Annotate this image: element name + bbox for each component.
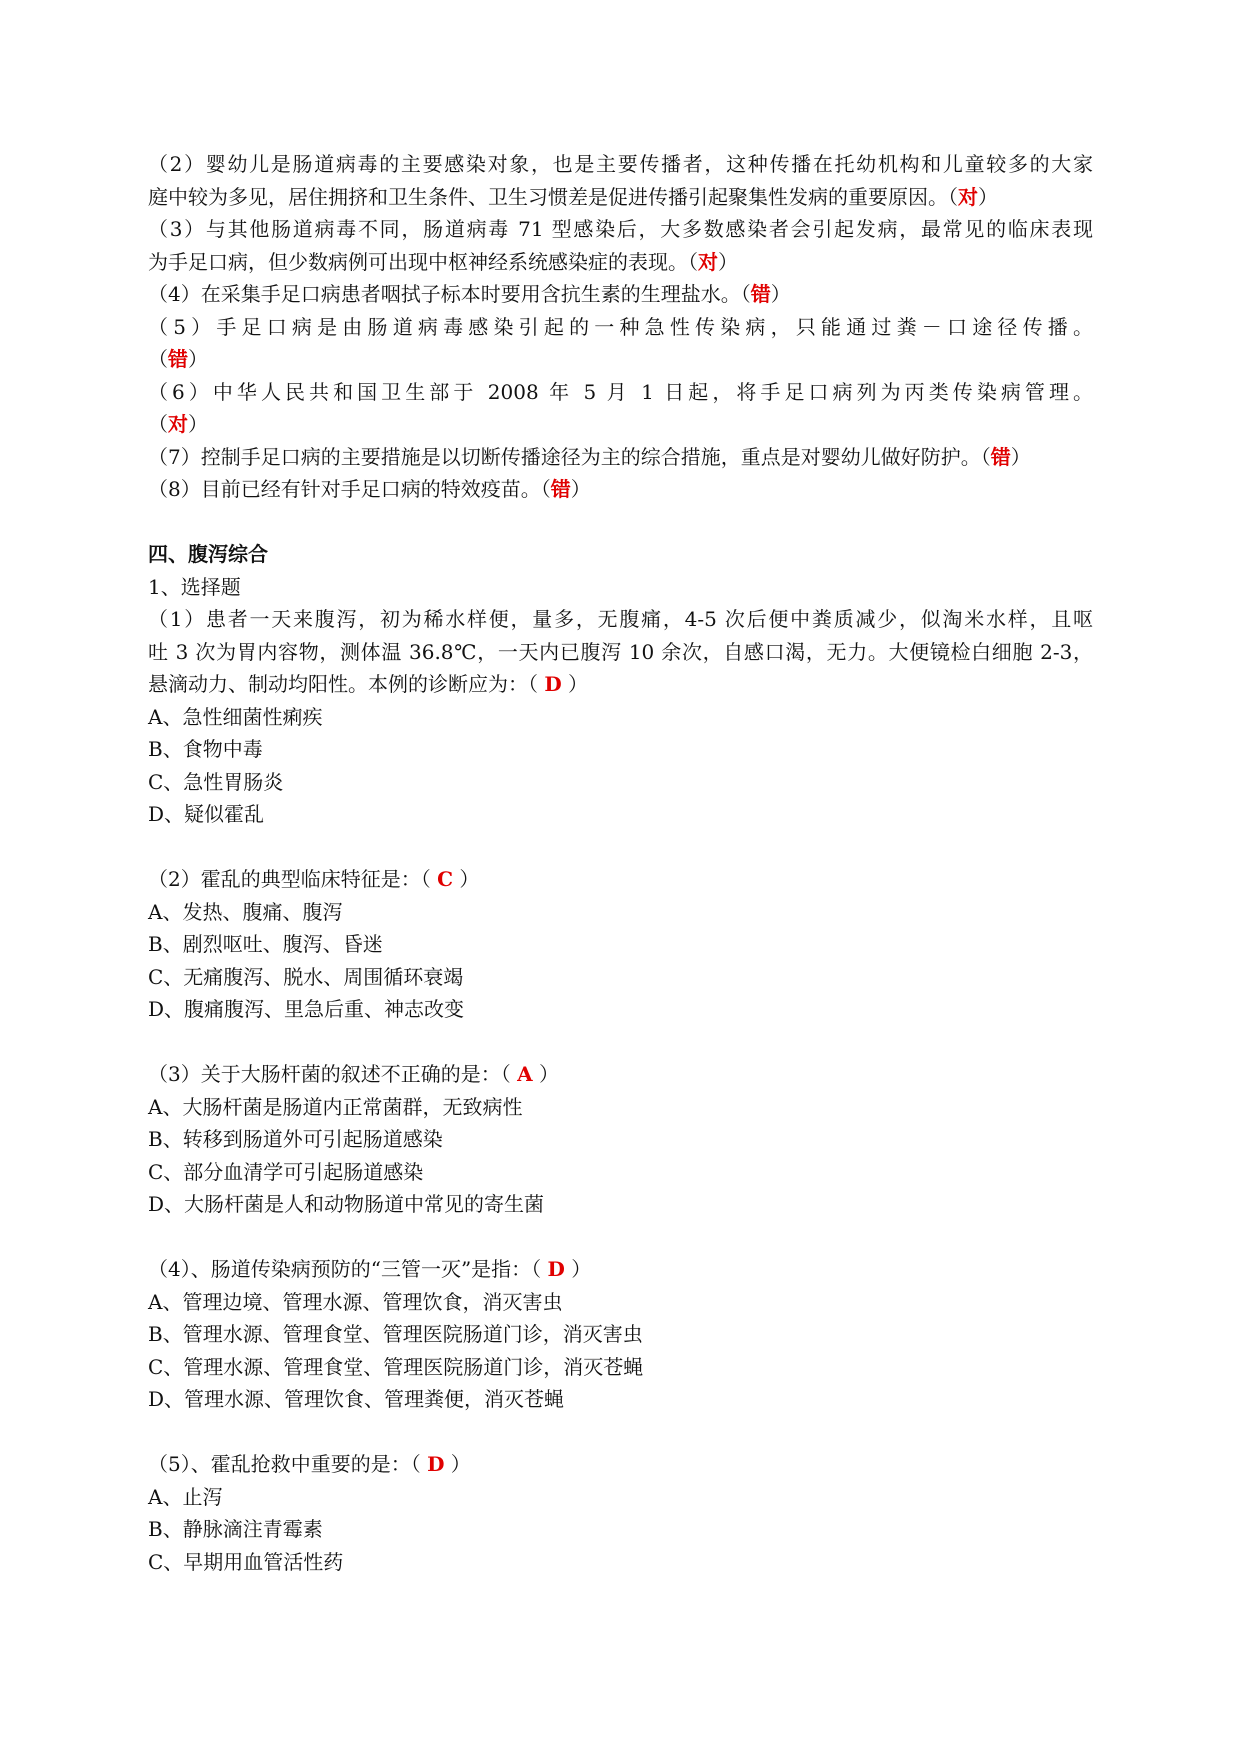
question-text: （8）目前已经有针对手足口病的特效疫苗。（: [148, 477, 551, 501]
question-text: （: [148, 412, 168, 436]
tf-question-4: [148, 278, 1093, 311]
option-c: C、无痛腹泻、脱水、周围循环衰竭: [148, 964, 464, 989]
option-b: B、剧烈呕吐、腹泻、昏迷: [148, 932, 383, 956]
page-content: [148, 148, 1093, 1578]
bracket-close: ）: [570, 477, 591, 501]
bracket-close: ）: [718, 249, 738, 274]
question-text: （3）关于大肠杆菌的叙述不正确的是：（: [148, 1062, 518, 1086]
answer-mark: 错: [550, 477, 571, 501]
question-stem: [148, 863, 1093, 896]
option-c: C、部分血清学可引起肠道感染: [148, 1159, 424, 1184]
mc-question-3: [148, 1058, 1093, 1221]
answer-mark: D: [427, 1452, 445, 1476]
question-text-line: [148, 408, 1093, 441]
question-text-line: [148, 246, 1093, 279]
question-text: （2）霍乱的典型临床特征是：（: [148, 867, 438, 891]
question-text: （: [148, 347, 168, 371]
question-stem: [148, 1448, 1093, 1481]
tf-question-2: [148, 148, 1093, 213]
answer-mark: 错: [168, 347, 188, 371]
option-b: B、静脉滴注青霉素: [148, 1517, 323, 1541]
option-d: D、疑似霍乱: [148, 802, 265, 826]
answer-mark: 错: [990, 444, 1011, 469]
option-a: A、急性细菌性痢疾: [148, 704, 323, 729]
answer-mark: C: [437, 867, 454, 891]
bracket-close: ）: [532, 1062, 559, 1086]
mc-question-4: [148, 1253, 1093, 1416]
question-text-line: [148, 278, 1093, 311]
question-text-line: （2）婴幼儿是肠道病毒的主要感染对象，也是主要传播者，这种传播在托幼机构和儿童较多的大家: [148, 152, 1093, 176]
question-text-line: [148, 668, 1093, 701]
spacer: [148, 506, 1093, 539]
spacer: [148, 1026, 1093, 1059]
tf-question-8: [148, 473, 1093, 506]
answer-mark: 对: [698, 249, 718, 274]
question-text-line: [148, 473, 1093, 506]
bracket-close: ）: [978, 184, 998, 209]
question-text-line: [148, 441, 1093, 474]
question-text: （4）、肠道传染病预防的“三管一灭”是指：（: [148, 1257, 548, 1281]
question-text: （5）、霍乱抢救中重要的是：（: [148, 1452, 428, 1476]
option-c: C、早期用血管活性药: [148, 1549, 344, 1574]
answer-mark: A: [517, 1062, 533, 1086]
tf-question-5: [148, 311, 1093, 376]
option-d: D、大肠杆菌是人和动物肠道中常见的寄生菌: [148, 1192, 545, 1216]
spacer: [148, 831, 1093, 864]
bracket-close: ）: [444, 1452, 471, 1476]
tf-question-3: [148, 213, 1093, 278]
question-text-line: [148, 181, 1093, 214]
bracket-close: ）: [453, 867, 480, 891]
bracket-close: ）: [770, 282, 791, 306]
bracket-close: ）: [564, 1257, 592, 1281]
answer-mark: 错: [750, 282, 771, 306]
section-subheading: 1、选择题: [148, 574, 241, 599]
question-stem: [148, 1058, 1093, 1091]
option-c: C、急性胃肠炎: [148, 769, 284, 794]
option-a: A、止泻: [148, 1484, 223, 1509]
option-b: B、转移到肠道外可引起肠道感染: [148, 1127, 443, 1151]
option-a: A、发热、腹痛、腹泻: [148, 899, 343, 924]
bracket-close: ）: [561, 672, 589, 696]
option-a: A、管理边境、管理水源、管理饮食，消灭害虫: [148, 1289, 563, 1314]
option-b: B、管理水源、管理食堂、管理医院肠道门诊，消灭害虫: [148, 1322, 643, 1346]
section-heading: 四、腹泻综合: [148, 542, 268, 566]
spacer: [148, 1221, 1093, 1254]
answer-mark: 对: [958, 184, 978, 209]
spacer: [148, 1416, 1093, 1449]
answer-mark: 对: [168, 412, 188, 436]
mc-question-2: [148, 863, 1093, 1026]
question-text: 悬滴动力、制动均阳性。本例的诊断应为：（: [148, 672, 545, 696]
option-a: A、大肠杆菌是肠道内正常菌群，无致病性: [148, 1094, 523, 1119]
bracket-close: ）: [188, 412, 208, 436]
question-text-line: （1）患者一天来腹泻，初为稀水样便，量多，无腹痛，4-5 次后便中粪质减少，似淘米水样，且呕: [148, 607, 1093, 631]
question-text: （7）控制手足口病的主要措施是以切断传播途径为主的综合措施，重点是对婴幼儿做好防护。（: [148, 444, 991, 469]
answer-mark: D: [544, 672, 562, 696]
question-text-line: （6）中华人民共和国卫生部于 2008 年 5 月 1 日起，将手足口病列为丙类传染病管理。: [148, 379, 1093, 404]
question-text-line: [148, 343, 1093, 376]
question-text-line: （5）手足口病是由肠道病毒感染引起的一种急性传染病，只能通过粪－口途径传播。: [148, 314, 1093, 339]
option-b: B、食物中毒: [148, 737, 263, 761]
question-text: （4）在采集手足口病患者咽拭子标本时要用含抗生素的生理盐水。（: [148, 282, 751, 306]
tf-question-6: [148, 376, 1093, 441]
question-text-line: （3）与其他肠道病毒不同，肠道病毒 71 型感染后，大多数感染者会引起发病，最常见的临床表现: [148, 217, 1093, 241]
question-text: 为手足口病，但少数病例可出现中枢神经系统感染症的表现。（: [148, 249, 698, 274]
tf-question-7: [148, 441, 1093, 474]
question-text-line: 吐 3 次为胃内容物，测体温 36.8℃，一天内已腹泻 10 余次，自感口渴，无力。大便镜检白细胞 2-3，: [148, 639, 1093, 664]
mc-question-5: [148, 1448, 1093, 1578]
mc-question-1: [148, 603, 1093, 831]
option-d: D、腹痛腹泻、里急后重、神志改变: [148, 997, 465, 1021]
answer-mark: D: [547, 1257, 565, 1281]
bracket-close: ）: [1010, 444, 1031, 469]
question-stem: [148, 1253, 1093, 1286]
question-text: 庭中较为多见，居住拥挤和卫生条件、卫生习惯差是促进传播引起聚集性发病的重要原因。（: [148, 184, 958, 209]
option-c: C、管理水源、管理食堂、管理医院肠道门诊，消灭苍蝇: [148, 1354, 644, 1379]
option-d: D、管理水源、管理饮食、管理粪便，消灭苍蝇: [148, 1387, 565, 1411]
bracket-close: ）: [188, 347, 208, 371]
